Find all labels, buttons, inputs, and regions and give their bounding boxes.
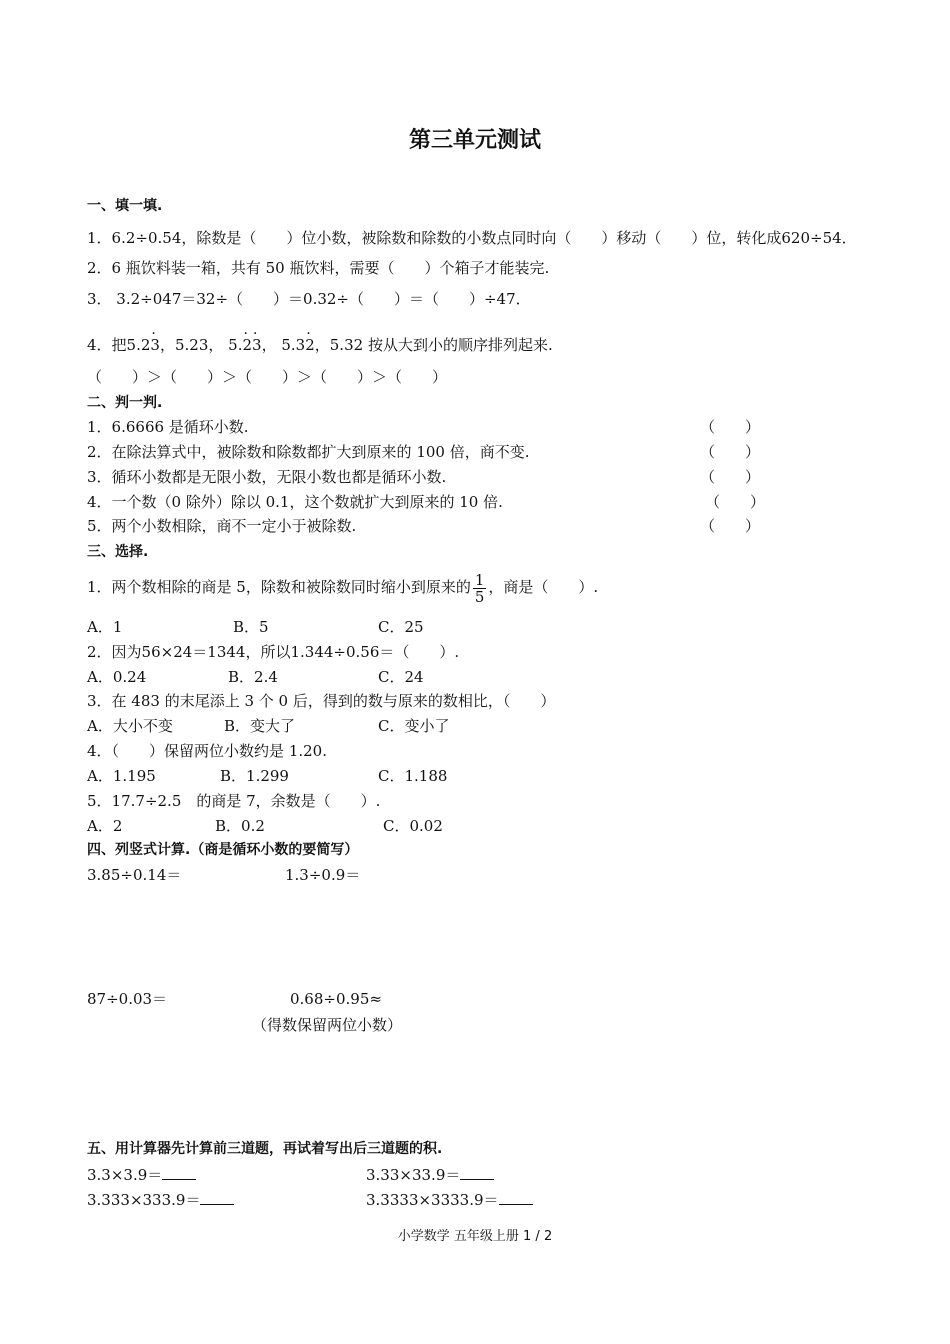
section-5-heading: 五、用计算器先计算前三道题，再试着写出后三道题的积. bbox=[87, 1141, 443, 1157]
fill-question-3: 3． 3.2÷047＝32÷（ ）＝0.32÷（ ）＝（ ）÷47． bbox=[87, 290, 531, 308]
fraction-denominator: 5 bbox=[474, 587, 485, 606]
judge-item-1: 1．6.6666 是循环小数. bbox=[87, 418, 249, 436]
q3-option-c: C．变小了 bbox=[378, 717, 450, 735]
q5-option-b: B．0.2 bbox=[215, 817, 265, 835]
calc-expression-4: 0.68÷0.95≈ bbox=[290, 990, 382, 1008]
answer-blank-3[interactable] bbox=[200, 1190, 234, 1205]
page-footer: 小学数学 五年级上册 1 / 2 bbox=[397, 1229, 553, 1244]
judge-answer-3: （ ） bbox=[700, 468, 761, 486]
fill-question-1: 1．6.2÷0.54，除数是（ ）位小数，被除数和除数的小数点同时向（ ）移动（ ）位，转化成620÷54． bbox=[87, 229, 857, 247]
calc-expression-2: 1.3÷0.9＝ bbox=[285, 866, 361, 884]
answer-blank-2[interactable] bbox=[460, 1165, 494, 1180]
judge-answer-2: （ ） bbox=[700, 443, 761, 461]
calculator-row-2-right bbox=[366, 1190, 533, 1209]
fraction-numerator: 1 bbox=[474, 570, 485, 589]
fraction-one-fifth bbox=[473, 572, 487, 605]
product-expression-2: 3.33×33.9＝ bbox=[366, 1166, 461, 1184]
calc-expression-3: 87÷0.03＝ bbox=[87, 990, 168, 1008]
calc-note: （得数保留两位小数） bbox=[252, 1016, 403, 1034]
q3-option-a: A．大小不变 bbox=[87, 717, 173, 735]
fill-question-4: 4．把5.2· 3，5.23， 5.· 2· 3， 5.3· 2，5.32 按从大到小的顺序排列起来. bbox=[87, 336, 553, 354]
product-expression-4: 3.3333×3333.9＝ bbox=[366, 1191, 499, 1209]
judge-item-2: 2．在除法算式中，被除数和除数都扩大到原来的 100 倍，商不变. bbox=[87, 443, 530, 461]
q2-option-a: A．0.24 bbox=[87, 668, 147, 686]
choice-q1-text: 1．两个数相除的商是 5，除数和被除数同时缩小到原来的 bbox=[87, 578, 471, 596]
q4-suffix: 按从大到小的顺序排列起来. bbox=[367, 336, 553, 354]
q1-option-b: B．5 bbox=[233, 618, 269, 636]
judge-answer-5: （ ） bbox=[700, 517, 761, 535]
q2-option-c: C．24 bbox=[378, 668, 424, 686]
calculator-row-1-left bbox=[87, 1165, 196, 1184]
section-3-heading: 三、选择. bbox=[87, 544, 149, 560]
q4-option-c: C．1.188 bbox=[378, 767, 448, 785]
choice-question-3: 3．在 483 的末尾添上 3 个 0 后，得到的数与原来的数相比，（ ） bbox=[87, 692, 556, 710]
q2-option-b: B．2.4 bbox=[228, 668, 278, 686]
q4-option-b: B．1.299 bbox=[220, 767, 289, 785]
section-1-heading: 一、填一填. bbox=[87, 198, 163, 214]
choice-question-1 bbox=[87, 568, 598, 606]
q4-number-2: 5.23 bbox=[174, 336, 209, 354]
judge-item-3: 3．循环小数都是无限小数，无限小数也都是循环小数. bbox=[87, 468, 447, 486]
answer-blank-1[interactable] bbox=[162, 1165, 196, 1180]
q4-number-1: 5.2· 3 bbox=[127, 336, 160, 354]
product-expression-1: 3.3×3.9＝ bbox=[87, 1166, 163, 1184]
calc-expression-1: 3.85÷0.14＝ bbox=[87, 866, 182, 884]
page-title: 第三单元测试 bbox=[408, 128, 541, 153]
choice-question-2: 2．因为56×24＝1344，所以1.344÷0.56＝（ ）. bbox=[87, 643, 460, 661]
judge-item-4: 4．一个数（0 除外）除以 0.1，这个数就扩大到原来的 10 倍. bbox=[87, 493, 503, 511]
choice-question-4: 4．（ ）保留两位小数约是 1.20. bbox=[87, 742, 327, 760]
section-2-heading: 二、判一判. bbox=[87, 395, 163, 411]
judge-answer-1: （ ） bbox=[700, 418, 761, 436]
fill-question-2: 2．6 瓶饮料装一箱，共有 50 瓶饮料，需要（ ）个箱子才能装完. bbox=[87, 259, 550, 277]
choice-q1-tail: ，商是（ ）. bbox=[488, 578, 599, 596]
calculator-row-1-right bbox=[366, 1165, 494, 1184]
q4-option-a: A．1.195 bbox=[87, 767, 156, 785]
calculator-row-2-left bbox=[87, 1190, 234, 1209]
judge-item-5: 5．两个小数相除，商不一定小于被除数. bbox=[87, 517, 357, 535]
choice-question-5: 5．17.7÷2.5 的商是 7，余数是（ ）. bbox=[87, 792, 381, 810]
q1-option-a: A．1 bbox=[87, 618, 123, 636]
q4-number-4: 5.3· 2 bbox=[281, 336, 314, 354]
q5-option-c: C．0.02 bbox=[383, 817, 443, 835]
product-expression-3: 3.333×333.9＝ bbox=[87, 1191, 201, 1209]
q3-option-b: B．变大了 bbox=[224, 717, 296, 735]
section-4-heading: 四、列竖式计算.（商是循环小数的要简写） bbox=[87, 842, 359, 858]
q4-prefix: 4．把 bbox=[87, 336, 127, 354]
answer-blank-4[interactable] bbox=[499, 1190, 533, 1205]
judge-answer-4: （ ） bbox=[705, 493, 766, 511]
q4-number-3: 5.· 2· 3 bbox=[228, 336, 261, 354]
q1-option-c: C．25 bbox=[378, 618, 424, 636]
q4-number-5: 5.32 bbox=[329, 336, 364, 354]
q5-option-a: A．2 bbox=[87, 817, 123, 835]
q4-order-blanks: （ ）＞（ ）＞（ ）＞（ ）＞（ ） bbox=[87, 368, 448, 386]
